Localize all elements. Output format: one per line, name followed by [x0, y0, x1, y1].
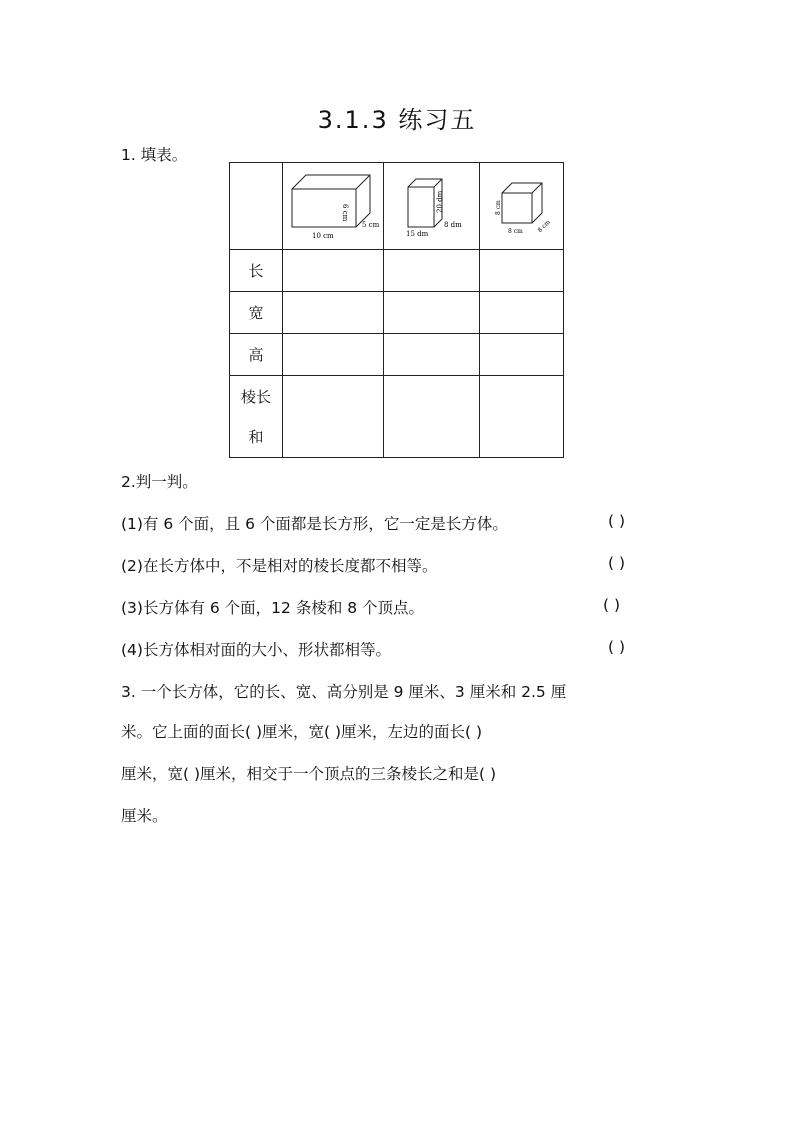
- figure-cube: [480, 163, 564, 250]
- answer-cell[interactable]: [283, 292, 384, 334]
- cube-length: 8 cm: [507, 228, 523, 235]
- judge-blank-4[interactable]: ( ): [608, 638, 626, 656]
- answer-cell[interactable]: [480, 250, 564, 292]
- cuboid-2-figure: [386, 163, 478, 245]
- cube-width: 8 cm: [535, 218, 552, 235]
- row-label-width: 宽: [230, 292, 283, 334]
- answer-cell[interactable]: [283, 250, 384, 292]
- cuboid-2-height: 20 dm: [435, 190, 444, 213]
- question-3-line-1: 3. 一个长方体，它的长、宽、高分别是 9 厘米、3 厘米和 2.5 厘: [121, 683, 567, 701]
- question-1-label: 1. 填表。: [121, 146, 188, 164]
- row-label-edge-sum-line1: 棱长: [240, 387, 271, 406]
- answer-cell[interactable]: [384, 292, 480, 334]
- cuboid-1-width: 5 cm: [362, 221, 380, 229]
- judge-blank-1[interactable]: ( ): [608, 512, 626, 530]
- cuboid-2-width: 8 dm: [443, 221, 462, 229]
- cuboid-1-height: 6 cm: [341, 204, 349, 222]
- page-title: 3.1.3 练习五: [317, 106, 477, 134]
- figure-cuboid-2: [384, 163, 480, 250]
- judge-item-1: (1)有 6 个面，且 6 个面都是长方形，它一定是长方体。: [121, 515, 508, 533]
- fill-table: [229, 162, 564, 458]
- answer-cell[interactable]: [480, 376, 564, 458]
- cuboid-2-length: 15 dm: [405, 230, 428, 238]
- answer-cell[interactable]: [480, 292, 564, 334]
- row-label-edge-sum: [230, 376, 283, 458]
- corner-cell: [230, 163, 283, 250]
- answer-cell[interactable]: [384, 334, 480, 376]
- judge-blank-2[interactable]: ( ): [608, 554, 626, 572]
- answer-cell[interactable]: [283, 334, 384, 376]
- row-label-height: 高: [230, 334, 283, 376]
- question-2-label: 2.判一判。: [121, 473, 198, 491]
- judge-item-2: (2)在长方体中，不是相对的棱长度都不相等。: [121, 557, 438, 575]
- cuboid-1-length: 10 cm: [312, 232, 334, 240]
- judge-item-3: (3)长方体有 6 个面，12 条棱和 8 个顶点。: [121, 599, 425, 617]
- answer-cell[interactable]: [283, 376, 384, 458]
- answer-cell[interactable]: [384, 376, 480, 458]
- question-3-line-4: 厘米。: [121, 807, 168, 825]
- figure-cuboid-1: [283, 163, 384, 250]
- row-label-length: 长: [230, 250, 283, 292]
- question-3-line-2: 米。它上面的面长( )厘米，宽( )厘米，左边的面长( ): [121, 723, 483, 741]
- question-3-line-3: 厘米，宽( )厘米，相交于一个顶点的三条棱长之和是( ): [121, 765, 497, 783]
- judge-blank-3[interactable]: ( ): [603, 596, 621, 614]
- cube-figure: [482, 163, 562, 245]
- judge-item-4: (4)长方体相对面的大小、形状都相等。: [121, 641, 391, 659]
- answer-cell[interactable]: [384, 250, 480, 292]
- cube-height: 8 cm: [494, 200, 502, 215]
- cuboid-1-figure: [284, 163, 382, 245]
- row-label-edge-sum-line2: 和: [248, 427, 264, 446]
- answer-cell[interactable]: [480, 334, 564, 376]
